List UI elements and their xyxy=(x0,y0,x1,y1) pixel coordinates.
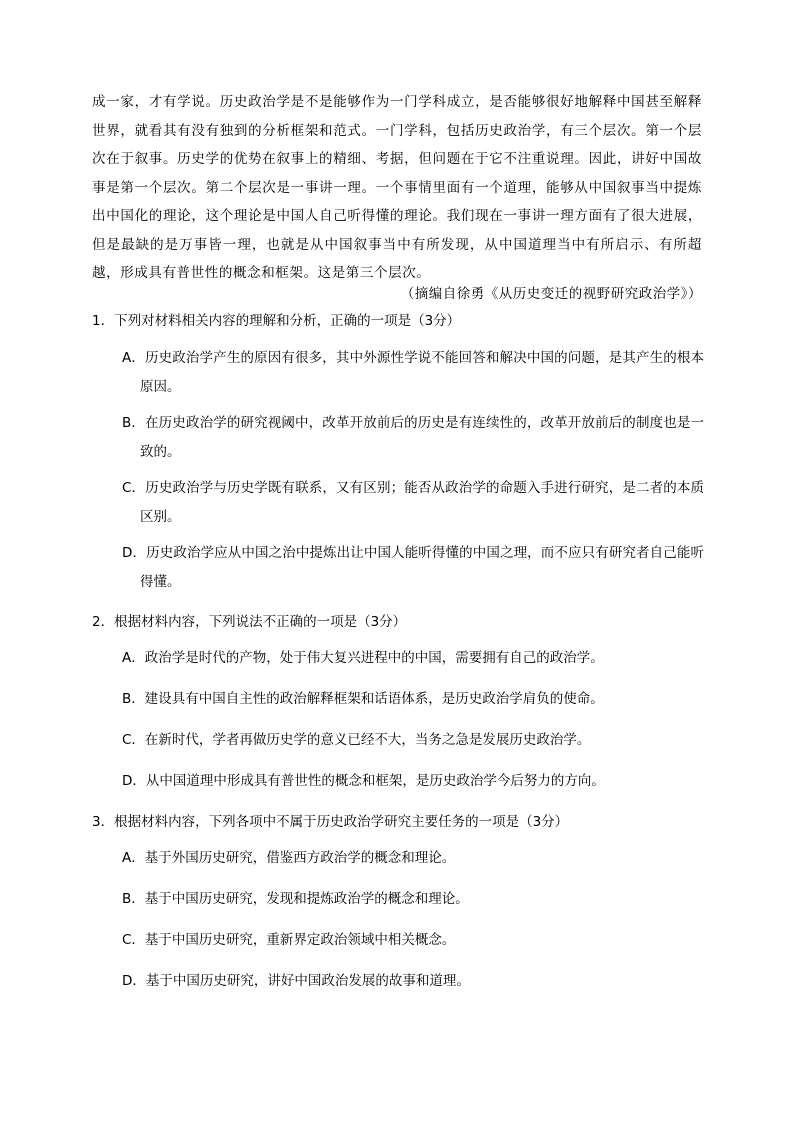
option-b: B．基于中国历史研究，发现和提炼政治学的概念和理论。 xyxy=(122,891,469,907)
passage-source: （摘编自徐勇《从历史变迁的视野研究政治学》） xyxy=(400,286,702,302)
option-d: D．历史政治学应从中国之治中提炼出让中国人能听得懂的中国之理，而不应只有研究者自己能听得懂。 xyxy=(122,545,704,590)
option-list xyxy=(92,344,704,597)
option-d: D．从中国道理中形成具有普世性的概念和框架，是历史政治学今后努力的方向。 xyxy=(122,773,605,789)
option-a: A．政治学是时代的产物，处于伟大复兴进程中的中国，需要拥有自己的政治学。 xyxy=(122,650,604,666)
question-stem: 3．根据材料内容，下列各项中不属于历史政治学研究主要任务的一项是（3分） xyxy=(92,814,569,830)
option-list xyxy=(92,842,704,997)
question-3 xyxy=(92,811,704,997)
option-b: B．建设具有中国自主性的政治解释框架和话语体系，是历史政治学肩负的使命。 xyxy=(122,691,604,707)
question-1 xyxy=(92,310,704,597)
question-list xyxy=(92,310,704,1011)
option-d: D．基于中国历史研究，讲好中国政治发展的故事和道理。 xyxy=(122,973,470,989)
question-stem: 1．下列对材料相关内容的理解和分析，正确的一项是（3分） xyxy=(92,313,461,329)
option-list xyxy=(92,642,704,797)
option-c: C．基于中国历史研究，重新界定政治领域中相关概念。 xyxy=(122,932,456,948)
option-c: C．历史政治学与历史学既有联系，又有区别；能否从政治学的命题入手进行研究，是二者的本质区别。 xyxy=(122,480,704,525)
option-a: A．基于外国历史研究，借鉴西方政治学的概念和理论。 xyxy=(122,850,456,866)
question-2 xyxy=(92,611,704,797)
option-c: C．在新时代，学者再做历史学的意义已经不大，当务之急是发展历史政治学。 xyxy=(122,732,591,748)
option-b: B．在历史政治学的研究视阈中，改革开放前后的历史是有连续性的，改革开放前后的制度也是一致的。 xyxy=(122,415,704,460)
question-stem: 2．根据材料内容，下列说法不正确的一项是（3分） xyxy=(92,614,407,630)
option-a: A．历史政治学产生的原因有很多，其中外源性学说不能回答和解决中国的问题，是其产生的根本原因。 xyxy=(122,350,704,395)
passage-text: 成一家，才有学说。历史政治学是不是能够作为一门学科成立，是否能够很好地解释中国甚至解释世界，就看其有没有独到的分析框架和范式。一门学科，包括历史政治学，有三个层次。第一个层次在于叙事。历史学的优势在叙事上的精细、考据，但问题在于它不注重说理。因此，讲好中国故事是第一个层次。第二个层次是一事讲一理。一个事情里面有一个道理，能够从中国叙事当中提炼出中国化的理论，这个理论是中国人自己听得懂的理论。我们现在一事讲一理方面有了很大进展，但是最缺的是万事皆一理，也就是从中国叙事当中有所发现，从中国道理当中有所启示、有所超越，形成具有普世性的概念和框架。这是第三个层次。 xyxy=(92,94,702,281)
